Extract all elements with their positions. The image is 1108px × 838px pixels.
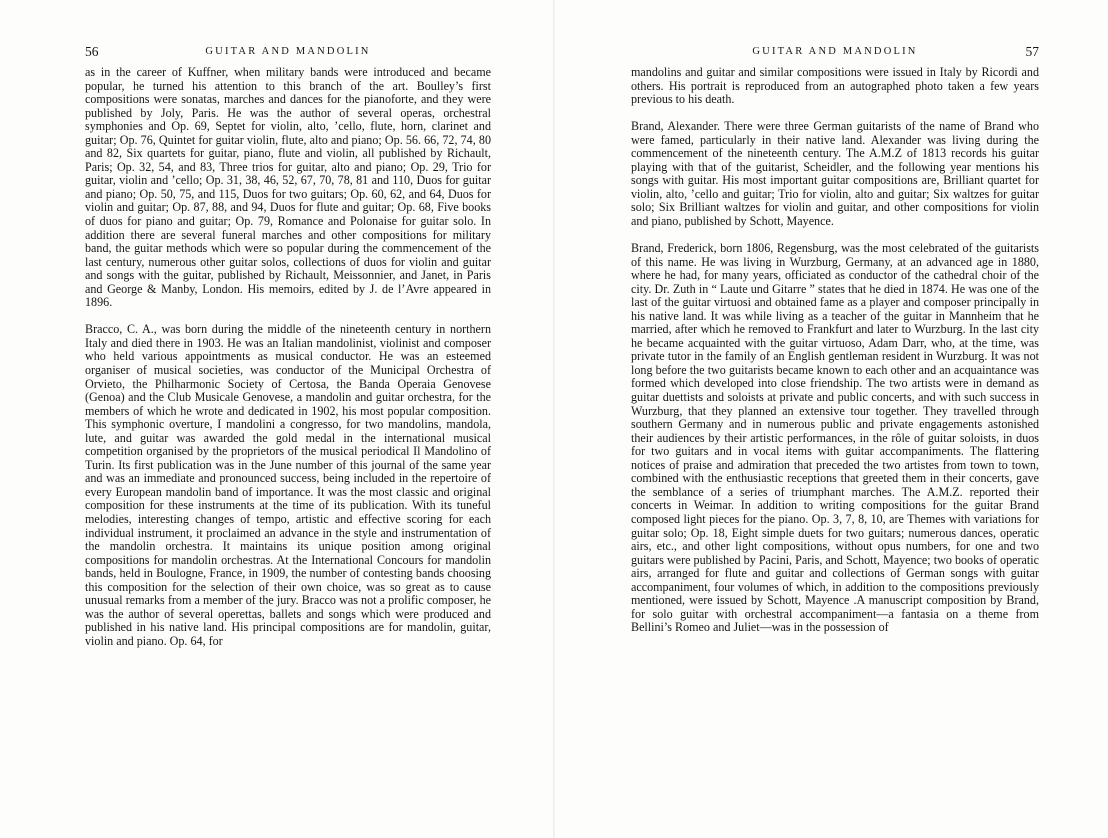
book-gutter xyxy=(553,0,555,838)
right-paragraph-bracco-cont: mandolins and guitar and similar compositions were issued in Italy by Ricordi and others. His portrait is reproduced from an autographed photo taken a few years previous to his death. xyxy=(631,65,1039,107)
left-page xyxy=(85,44,491,648)
left-paragraph-boulley: as in the career of Kuffner, when military bands were introduced and became popular, he turned his attention to this branch of the art. Boulley’s first compositions were sonatas, marches and dances for the pianoforte, and they were published by Joly, Paris. He was the author of several operas, orchestral symphonies and Op. 69, Septet for violin, alto, ’cello, flute, horn, clarinet and guitar; Op. 76, Quintet for guitar violin, flute, alto and piano; Op. 56. 66, 72, 74, 80 and 82, Six quartets for guitar, piano, flute and violin, all published by Richault, Paris; Op. 32, 54, and 83, Three trios for guitar, alto and piano; Op. 29, Trio for guitar, violin and ’cello; Op. 31, 38, 46, 52, 67, 70, 78, 81 and 110, Duos for guitar and piano; Op. 50, 75, and 115, Duos for two guitars; Op. 60, 62, and 64, Duos for violin and guitar; Op. 87, 88, and 94, Duos for flute and guitar; Op. 68, Five books of duos for piano and guitar; Op. 79, Romance and Polonaise for guitar solo. In addition there are several funeral marches and other compositions for military band, the guitar methods which were so popular during the commencement of the last century, numerous other guitar solos, collections of duos for violin and guitar and songs with the guitar, published by Richault, Meissonnier, and Janet, in Paris and George & Manby, London. His memoirs, edited by J. de l’Avre appeared in 1896. xyxy=(85,65,491,310)
left-running-head: GUITAR AND MANDOLIN xyxy=(205,46,371,57)
right-paragraph-brand-alexander: Brand, Alexander. There were three German guitarists of the name of Brand who were famed, particularly in their native land. Alexander was living during the commencement of the nineteenth century. The A.M.Z of 1813 records his guitar playing with that of the guitarist, Scheidler, and the following year mentions his songs with guitar. His most important guitar compositions are, Brilliant quartet for violin, alto, ’cello and guitar; Trio for violin, alto and guitar; Six waltzes for guitar solo; Six Brilliant waltzes for violin and guitar, and other compositions for violin and piano, published by Schott, Mayence. xyxy=(631,119,1039,228)
right-running-head: GUITAR AND MANDOLIN xyxy=(752,46,918,57)
left-paragraph-bracco: Bracco, C. A., was born during the middle of the nineteenth century in northern Italy and died there in 1903. He was an Italian mandolinist, violinist and composer who held various appointments as musical conductor. He was an esteemed organiser of musical societies, was conductor of the Municipal Orchestra of Orvieto, the Philharmonic Society of Certosa, the Banda Operaia Genovese (Genoa) and the Club Musicale Genovese, a mandolin and guitar orchestra, for the members of which he wrote and dedicated in 1902, his most popular composition. This symphonic overture, I mandolini a congresso, for two mandolins, mandola, lute, and guitar was awarded the gold medal in the international musical competition organised by the proprietors of the musical periodical Il Mandolino of Turin. Its first publication was in the June number of this journal of the same year and was an immediate and pronounced success, being included in the repertoire of every European mandolin band of importance. It was the most classic and original composition for these instruments at the time of its publication. With its tuneful melodies, interesting changes of tempo, artistic and effective scoring for each individual instrument, it proclaimed an advance in the style and instrumentation of the mandolin orchestra. It maintains its unique position among original compositions for mandolin orchestras. At the International Concours for mandolin bands, held in Boulogne, France, in 1909, the number of contesting bands choosing this composition for the selection of their own choice, was so great as to cause unusual remarks from a member of the jury. Bracco was not a prolific composer, he was the author of several operettas, ballets and songs which were produced and published in his native land. His principal compositions are for mandolin, guitar, violin and piano. Op. 64, for xyxy=(85,322,491,648)
left-page-header xyxy=(85,44,491,66)
right-page-header xyxy=(631,44,1039,66)
right-page xyxy=(631,44,1039,635)
right-page-number: 57 xyxy=(1025,44,1039,59)
right-paragraph-brand-frederick: Brand, Frederick, born 1806, Regensburg, was the most celebrated of the guitarists of this name. He was living in Wurzburg, Germany, at an advanced age in 1880, where he had, for many years, officiated as conductor of the cathedral choir of the city. Dr. Zuth in “ Laute und Gitarre ” states that he died in 1874. He was one of the last of the guitar virtuosi and obtained fame as a player and composer principally in his native land. It was while living as a teacher of the guitar in Mannheim that he married, after which he removed to Frankfurt and later to Wurzburg. In the last city he became acquainted with the guitar virtuoso, Adam Darr, who, at the time, was private tutor in the family of an English gentleman resident in Wurzburg. It was not long before the two guitarists became known to each other and an acquaintance was formed which developed into close friendship. The two artists were in demand as guitar duettists and soloists at private and public concerts, and with such success in Wurzburg, that they planned an extensive tour together. They travelled through southern Germany and in numerous public and private engagements astonished their audiences by their artistic performances, in the rôle of guitar soloists, in duos for two guitars and in vocal items with guitar accompaniments. The flattering notices of praise and admiration that preceded the two artistes from town to town, combined with the enthusiastic receptions that greeted them in their concerts, gave the semblance of a series of triumphant marches. The A.M.Z. reported their concerts in Weimar. In addition to writing compositions for the guitar Brand composed light pieces for the piano. Op. 3, 7, 8, 10, are Themes with variations for guitar solo; Op. 18, Eight simple duets for two guitars; numerous dances, operatic airs, etc., and other light compositions, without opus numbers, for one and two guitars were published by Pacini, Paris, and Schott, Mayence; two books of operatic airs, arranged for flute and guitar and collections of German songs with guitar accompaniment, four volumes of which, in addition to the compositions previously mentioned, were issued by Schott, Mayence .A manuscript composition by Brand, for solo guitar with orchestral accompaniment—a fantasia on a theme from Bellini’s Romeo and Juliet—was in the possession of xyxy=(631,241,1039,635)
left-page-number: 56 xyxy=(85,44,99,59)
